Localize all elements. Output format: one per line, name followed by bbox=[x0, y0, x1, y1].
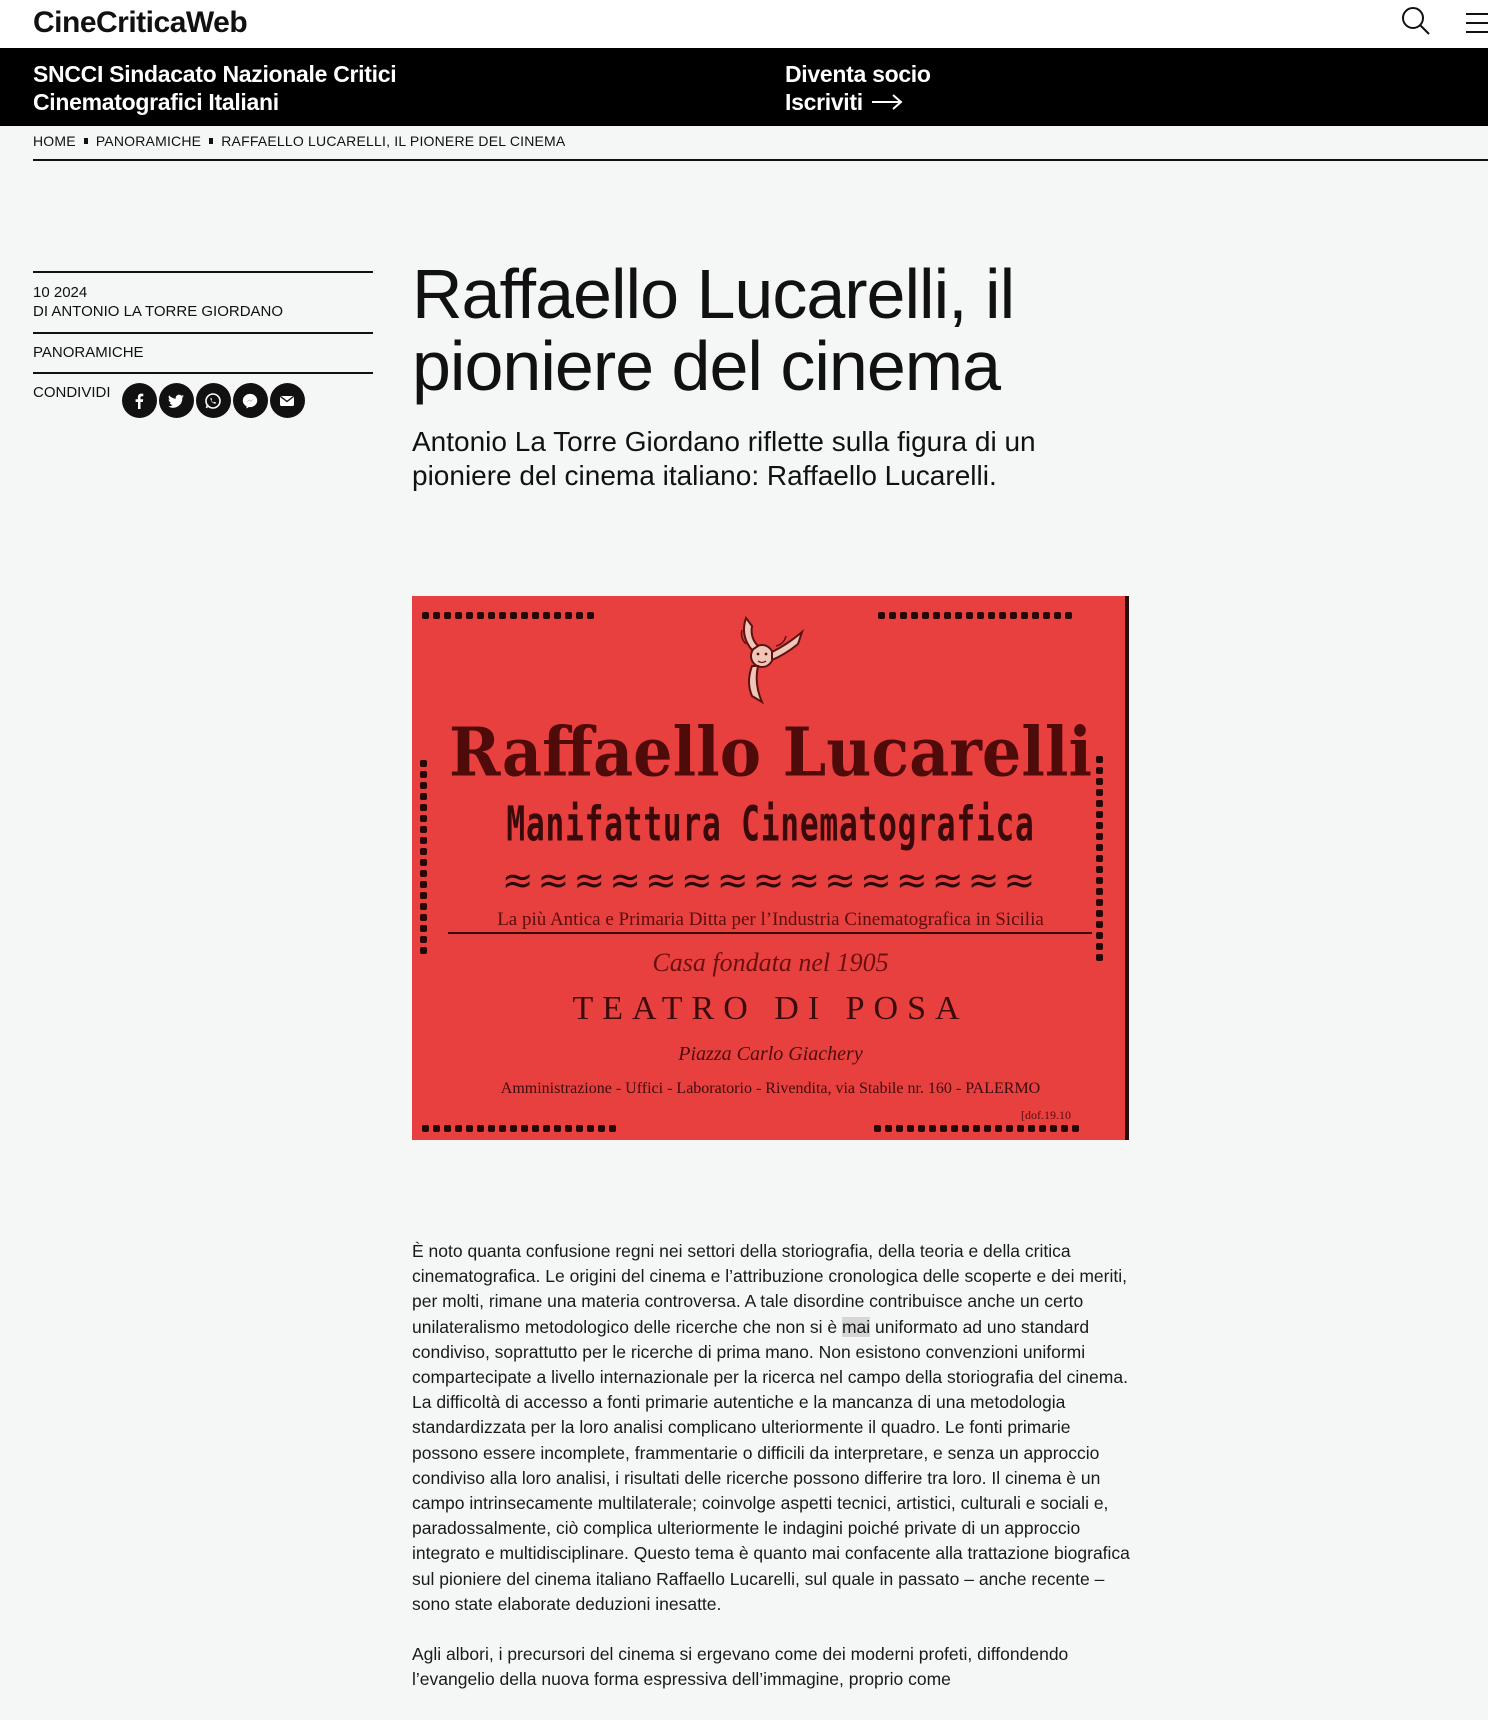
poster-dot bbox=[907, 1125, 914, 1132]
poster-dot bbox=[1096, 800, 1103, 807]
poster-dot bbox=[1043, 612, 1050, 619]
poster-small-text: [dof.19.10 bbox=[1021, 1108, 1071, 1122]
poster-dot bbox=[922, 612, 929, 619]
poster-dot bbox=[962, 1125, 969, 1132]
poster-piazza: Piazza Carlo Giachery bbox=[678, 1043, 863, 1065]
poster-waves: ≈≈≈≈≈≈≈≈≈≈≈≈≈≈≈ bbox=[501, 858, 1040, 902]
poster-dot bbox=[499, 612, 506, 619]
share-label: CONDIVIDI bbox=[33, 384, 111, 401]
hero-image bbox=[412, 596, 1129, 1140]
poster-dot bbox=[885, 1125, 892, 1132]
poster-dot bbox=[878, 612, 885, 619]
poster-dot bbox=[554, 1125, 561, 1132]
sncci-title-line2: Cinematografici Italiani bbox=[33, 89, 279, 115]
poster-dot bbox=[1039, 1125, 1046, 1132]
poster-dot bbox=[420, 804, 427, 811]
poster-dot bbox=[444, 1125, 451, 1132]
poster-dot bbox=[420, 793, 427, 800]
facebook-icon[interactable] bbox=[122, 383, 157, 418]
highlighted-word: mai bbox=[841, 1316, 871, 1337]
poster-dot bbox=[455, 612, 462, 619]
poster-dot bbox=[521, 1125, 528, 1132]
poster-dot bbox=[554, 612, 561, 619]
join-label: Diventa socio bbox=[785, 61, 931, 87]
poster-dot bbox=[1096, 833, 1103, 840]
poster-dot bbox=[940, 1125, 947, 1132]
breadcrumb-divider bbox=[33, 159, 1488, 161]
poster-dot bbox=[1017, 1125, 1024, 1132]
poster-dot bbox=[420, 837, 427, 844]
breadcrumb-home[interactable]: HOME bbox=[33, 133, 76, 149]
poster-dot bbox=[896, 1125, 903, 1132]
paragraph-text: uniformato ad uno standard condiviso, soprattutto per le ricerche di prima mano. Non esistono convenzioni uniformi compartecipate a livello internazionale per la ricerca nel campo della storiografia del cinema. La difficoltà di accesso a fonti primarie autentiche e la mancanza di una metodologia standardizzata per la loro analisi complicano ulteriormente il quadro. Le fonti primarie possono essere incomplete, frammentarie o difficili da interpretare, e senza un approccio condiviso alla loro analisi, i risultati delle ricerche possono differire tra loro. Il cinema è un campo intrinsecamente multilaterale; coinvolge aspetti tecnici, artistici, culturali e sociali e, paradossalmente, ciò complica ulteriormente le indagini poiché private di un approccio integrato e multidisciplinare. Questo tema è quanto mai confacente alla trattazione biografica sul pioniere del cinema italiano Raffaello Lucarelli, sul quale in passato – anche recente – sono state elaborate deduzioni inesatte. bbox=[412, 1316, 1130, 1614]
poster-dot bbox=[510, 612, 517, 619]
poster-dot bbox=[444, 612, 451, 619]
poster-dot bbox=[433, 612, 440, 619]
search-icon[interactable] bbox=[1400, 5, 1432, 37]
poster-name: Raffaello Lucarelli bbox=[448, 713, 1093, 792]
poster-dots bbox=[878, 612, 1072, 619]
breadcrumb-panoramiche[interactable]: PANORAMICHE bbox=[95, 133, 202, 149]
poster-dot bbox=[874, 1125, 881, 1132]
email-icon[interactable] bbox=[270, 383, 305, 418]
poster-dot bbox=[466, 612, 473, 619]
poster-dot bbox=[1021, 612, 1028, 619]
poster-dot bbox=[1006, 1125, 1013, 1132]
whatsapp-icon[interactable] bbox=[196, 383, 231, 418]
poster-dot bbox=[1061, 1125, 1068, 1132]
poster-dot bbox=[1072, 1125, 1079, 1132]
poster-dot bbox=[1050, 1125, 1057, 1132]
share-bar bbox=[33, 374, 373, 418]
poster-dot bbox=[1032, 612, 1039, 619]
poster-dot bbox=[543, 1125, 550, 1132]
poster-dot bbox=[918, 1125, 925, 1132]
poster-dot bbox=[499, 1125, 506, 1132]
poster-teatro: TEATRO DI POSA bbox=[572, 990, 969, 1027]
menu-icon[interactable] bbox=[1466, 10, 1488, 36]
poster-dot bbox=[420, 815, 427, 822]
breadcrumb-current: RAFFAELLO LUCARELLI, IL PIONERE DEL CINEMA bbox=[221, 133, 566, 149]
poster-dot bbox=[543, 612, 550, 619]
poster-dot bbox=[977, 612, 984, 619]
poster-dot bbox=[510, 1125, 517, 1132]
poster-dot bbox=[455, 1125, 462, 1132]
poster-dot bbox=[988, 612, 995, 619]
poster-dot bbox=[422, 1125, 429, 1132]
poster-dot bbox=[488, 612, 495, 619]
article-category[interactable]: PANORAMICHE bbox=[33, 344, 144, 361]
poster-dot bbox=[999, 612, 1006, 619]
poster-dot bbox=[929, 1125, 936, 1132]
poster-dot bbox=[420, 936, 427, 943]
poster-dot bbox=[587, 1125, 594, 1132]
article-meta bbox=[33, 271, 373, 418]
poster-dot bbox=[900, 612, 907, 619]
messenger-icon[interactable] bbox=[233, 383, 268, 418]
poster-dot bbox=[587, 612, 594, 619]
twitter-icon[interactable] bbox=[159, 383, 194, 418]
poster-dot bbox=[1096, 844, 1103, 851]
article-paragraph: Agli albori, i precursori del cinema si ergevano come dei moderni profeti, diffondendo l’evangelio della nuova forma espressiva dell’immagine, proprio come bbox=[412, 1644, 1069, 1690]
poster-dot bbox=[532, 612, 539, 619]
poster-dot bbox=[477, 1125, 484, 1132]
poster-dot bbox=[433, 1125, 440, 1132]
article-body bbox=[412, 1239, 1132, 1717]
poster-dot bbox=[1065, 612, 1072, 619]
poster-dots bbox=[874, 1125, 1079, 1132]
trinacria-emblem-icon bbox=[706, 604, 818, 716]
poster-manifattura: Manifattura Cinematografica bbox=[506, 797, 1035, 853]
poster-rule bbox=[448, 932, 1092, 934]
poster-dot bbox=[944, 612, 951, 619]
poster-dot bbox=[422, 612, 429, 619]
poster-dot bbox=[889, 612, 896, 619]
poster-dot bbox=[995, 1125, 1002, 1132]
poster-dot bbox=[477, 612, 484, 619]
breadcrumb bbox=[33, 133, 565, 149]
poster-dot bbox=[1028, 1125, 1035, 1132]
poster-dot bbox=[420, 826, 427, 833]
poster-dot bbox=[565, 612, 572, 619]
poster-dot bbox=[532, 1125, 539, 1132]
poster-dot bbox=[1096, 932, 1103, 939]
subscribe-label: Iscriviti bbox=[785, 89, 863, 115]
breadcrumb-separator bbox=[84, 138, 88, 144]
meta-divider bbox=[33, 271, 373, 273]
sncci-band bbox=[0, 48, 1488, 126]
article-paragraph bbox=[412, 1239, 1132, 1617]
paragraph-text: È noto quanta confusione regni nei settori della storiografia, della teoria e della critica cinematografica. Le origini del cinema e l’attribuzione cronologica delle scoperte e dei meriti, per molti, rimane una materia controversa. A tale disordine contribuisce anche un certo unilateralismo metodologico delle ricerche che non si è bbox=[412, 1241, 1127, 1337]
poster-address: Amministrazione - Uffici - Laboratorio - Rivendita, via Stabile nr. 160 - PALERMO bbox=[500, 1080, 1041, 1097]
poster-dot bbox=[420, 848, 427, 855]
poster-dot bbox=[951, 1125, 958, 1132]
poster-dot bbox=[933, 612, 940, 619]
poster-dots bbox=[422, 1125, 616, 1132]
article-date: 10 2024 bbox=[33, 284, 88, 301]
sncci-title[interactable] bbox=[33, 60, 473, 116]
join-link[interactable] bbox=[785, 60, 931, 116]
article-subtitle: Antonio La Torre Giordano riflette sulla figura di un pioniere del cinema italiano: Raffaello Lucarelli. bbox=[412, 426, 1036, 491]
poster-dot bbox=[565, 1125, 572, 1132]
poster-dot bbox=[609, 1125, 616, 1132]
poster-dot bbox=[955, 612, 962, 619]
article-title: Raffaello Lucarelli, il pioniere del cinema bbox=[412, 255, 1015, 405]
poster-dot bbox=[1010, 612, 1017, 619]
poster-dot bbox=[466, 1125, 473, 1132]
poster-founded: Casa fondata nel 1905 bbox=[652, 948, 889, 977]
poster-dot bbox=[911, 612, 918, 619]
poster-tagline: La più Antica e Primaria Ditta per l’Industria Cinematografica in Sicilia bbox=[497, 909, 1044, 930]
site-logo[interactable]: CineCriticaWeb bbox=[33, 6, 248, 39]
sncci-title-line1: SNCCI Sindacato Nazionale Critici bbox=[33, 61, 397, 87]
poster-dot bbox=[488, 1125, 495, 1132]
share-icons bbox=[122, 383, 305, 418]
top-bar bbox=[0, 0, 1488, 48]
poster-dot bbox=[1096, 811, 1103, 818]
poster-dot bbox=[576, 612, 583, 619]
poster-dot bbox=[1096, 822, 1103, 829]
poster-dot bbox=[1054, 612, 1061, 619]
breadcrumb-separator bbox=[209, 138, 213, 144]
poster-dot bbox=[966, 612, 973, 619]
arrow-right-icon bbox=[871, 93, 903, 111]
poster-dot bbox=[576, 1125, 583, 1132]
poster-dot bbox=[984, 1125, 991, 1132]
poster-dot bbox=[973, 1125, 980, 1132]
poster-dots bbox=[422, 612, 594, 619]
article-author[interactable]: DI ANTONIO LA TORRE GIORDANO bbox=[33, 303, 284, 320]
poster-dot bbox=[521, 612, 528, 619]
poster-dot bbox=[598, 1125, 605, 1132]
